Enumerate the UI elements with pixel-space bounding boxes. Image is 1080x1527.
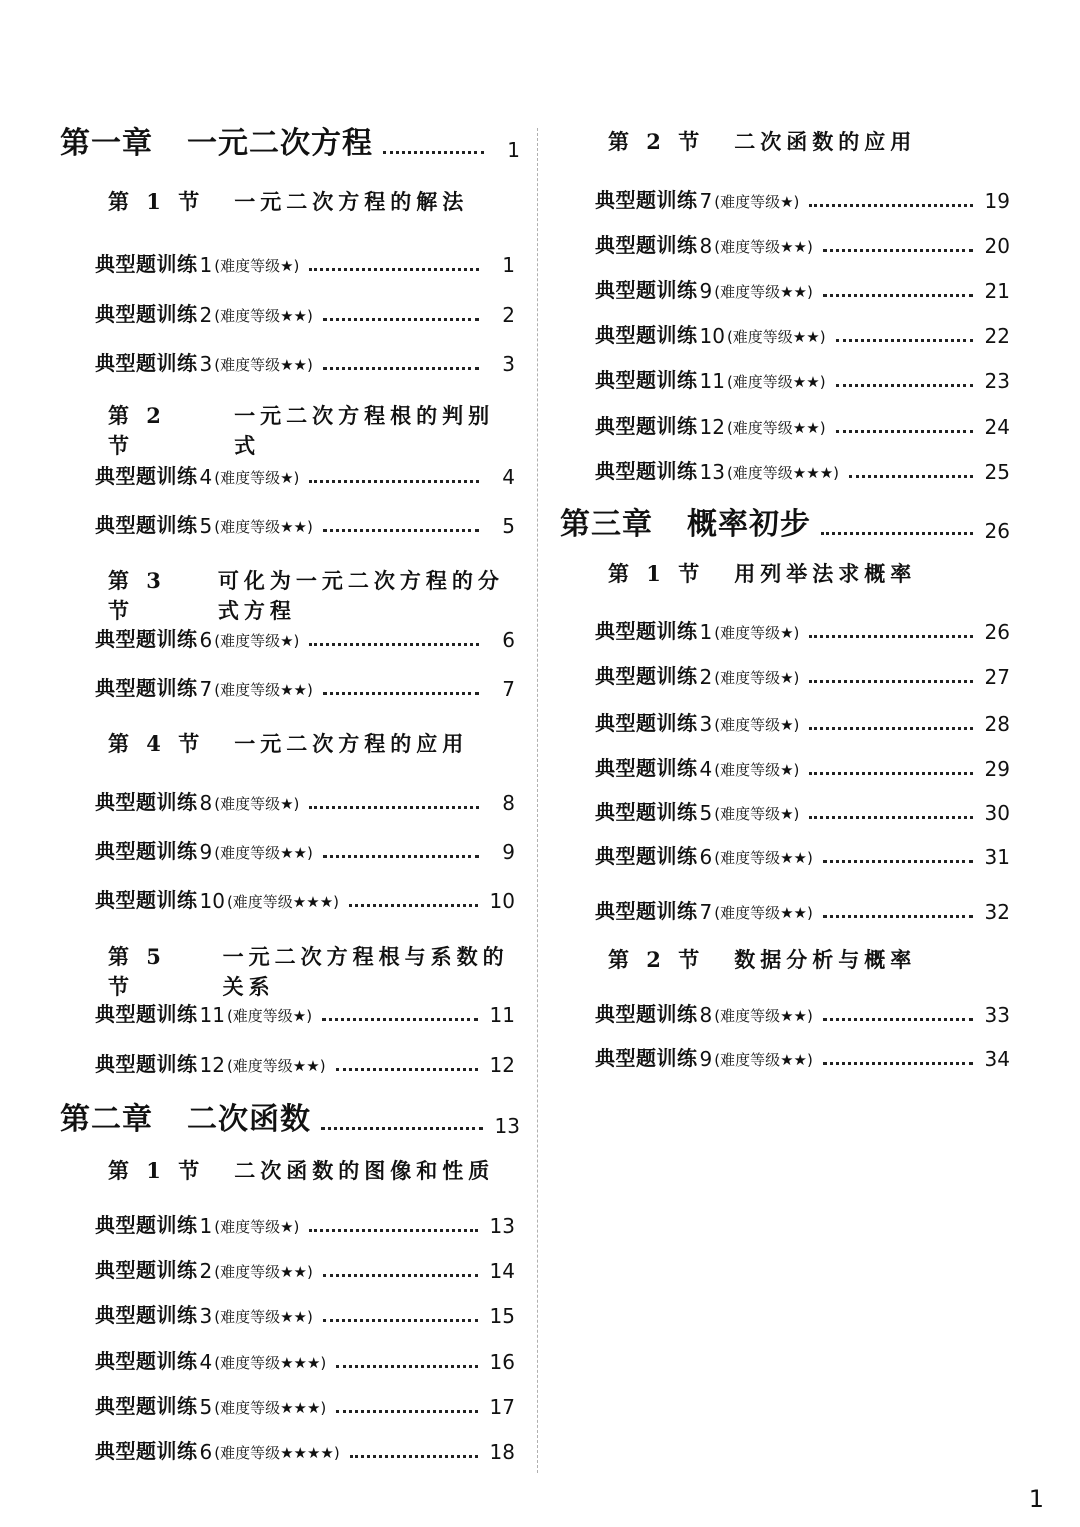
dot-leader bbox=[809, 772, 972, 775]
difficulty-label: (难度等级★) bbox=[214, 795, 300, 813]
toc-entry bbox=[95, 623, 515, 652]
section-title: 一元二次方程的应用 bbox=[234, 731, 469, 756]
entry-number: 3 bbox=[699, 712, 713, 736]
entry-label: 典型题训练 bbox=[595, 899, 698, 923]
difficulty-label: (难度等级★★) bbox=[714, 1007, 813, 1025]
page-ref: 32 bbox=[984, 900, 1010, 924]
page-ref: 16 bbox=[489, 1350, 515, 1374]
page-ref: 21 bbox=[984, 279, 1010, 303]
difficulty-label: (难度等级★) bbox=[226, 1007, 313, 1025]
toc-entry bbox=[95, 1390, 515, 1419]
section-number: 第 1 节 bbox=[108, 1158, 205, 1183]
entry-label: 典型题训练 bbox=[95, 252, 198, 276]
toc-entry bbox=[595, 998, 1010, 1027]
section-number: 第 2 节 bbox=[608, 129, 705, 154]
entry-number: 8 bbox=[199, 791, 213, 815]
difficulty-label: (难度等级★) bbox=[714, 669, 800, 687]
entry-label: 典型题训练 bbox=[95, 1303, 198, 1327]
page-ref: 26 bbox=[984, 519, 1010, 543]
dot-leader bbox=[809, 680, 972, 683]
page-ref: 27 bbox=[984, 665, 1010, 689]
dot-leader bbox=[821, 532, 973, 535]
difficulty-label: (难度等级★★) bbox=[714, 283, 813, 301]
toc-entry bbox=[595, 840, 1010, 869]
entry-label: 典型题训练 bbox=[95, 1258, 198, 1282]
entry-number: 9 bbox=[699, 279, 713, 303]
dot-leader bbox=[823, 294, 973, 297]
entry-label: 典型题训练 bbox=[595, 278, 698, 302]
difficulty-label: (难度等级★★) bbox=[226, 1057, 326, 1075]
entry-number: 11 bbox=[199, 1003, 225, 1027]
dot-leader bbox=[323, 529, 479, 532]
section-title: 可化为一元二次方程的分式方程 bbox=[217, 568, 504, 623]
page-ref: 18 bbox=[489, 1440, 515, 1464]
entry-number: 5 bbox=[199, 514, 213, 538]
section-number: 第 1 节 bbox=[608, 561, 705, 586]
section-number: 第 1 节 bbox=[108, 189, 205, 214]
entry-label: 典型题训练 bbox=[95, 888, 198, 912]
difficulty-label: (难度等级★) bbox=[214, 632, 300, 650]
dot-leader bbox=[823, 1062, 973, 1065]
dot-leader bbox=[322, 1018, 477, 1021]
entry-label: 典型题训练 bbox=[95, 464, 198, 488]
dot-leader bbox=[809, 204, 972, 207]
page-ref: 19 bbox=[984, 189, 1010, 213]
difficulty-label: (难度等级★) bbox=[714, 624, 800, 642]
page-ref: 25 bbox=[984, 460, 1010, 484]
difficulty-label: (难度等级★★) bbox=[714, 238, 813, 256]
toc-entry bbox=[595, 184, 1010, 213]
dot-leader bbox=[309, 268, 479, 271]
entry-number: 3 bbox=[199, 1304, 213, 1328]
entry-number: 8 bbox=[699, 1003, 713, 1027]
page-ref: 29 bbox=[984, 757, 1010, 781]
entry-number: 11 bbox=[699, 369, 725, 393]
entry-label: 典型题训练 bbox=[95, 1439, 198, 1463]
page-ref: 10 bbox=[489, 889, 515, 913]
section-title: 一元二次方程的解法 bbox=[234, 189, 469, 214]
entry-number: 1 bbox=[199, 253, 213, 277]
toc-entry bbox=[595, 796, 1010, 825]
page-ref: 1 bbox=[507, 138, 520, 162]
page-ref: 1 bbox=[502, 253, 515, 277]
dot-leader bbox=[323, 855, 479, 858]
chapter-heading bbox=[60, 118, 520, 162]
entry-label: 典型题训练 bbox=[595, 188, 698, 212]
entry-number: 1 bbox=[199, 1214, 213, 1238]
section-heading bbox=[108, 565, 520, 625]
toc-entry bbox=[95, 248, 515, 277]
section-heading bbox=[608, 944, 916, 974]
entry-number: 12 bbox=[199, 1053, 225, 1077]
dot-leader bbox=[350, 1455, 478, 1458]
column-divider bbox=[537, 128, 538, 1473]
entry-label: 典型题训练 bbox=[595, 756, 698, 780]
page-ref: 26 bbox=[984, 620, 1010, 644]
page-ref: 11 bbox=[489, 1003, 515, 1027]
entry-number: 10 bbox=[199, 889, 225, 913]
difficulty-label: (难度等级★★★) bbox=[214, 1399, 327, 1417]
entry-number: 5 bbox=[699, 801, 713, 825]
difficulty-label: (难度等级★★) bbox=[726, 373, 826, 391]
entry-number: 3 bbox=[199, 352, 213, 376]
dot-leader bbox=[823, 860, 973, 863]
entry-number: 6 bbox=[199, 1440, 213, 1464]
toc-entry bbox=[595, 410, 1010, 439]
chapter-heading bbox=[60, 1094, 520, 1138]
section-heading bbox=[608, 126, 916, 156]
toc-entry bbox=[95, 1254, 515, 1283]
section-heading bbox=[108, 1155, 494, 1185]
toc-entry bbox=[595, 455, 1010, 484]
difficulty-label: (难度等级★★★★) bbox=[214, 1444, 340, 1462]
difficulty-label: (难度等级★) bbox=[214, 1218, 300, 1236]
dot-leader bbox=[823, 915, 973, 918]
page-ref: 33 bbox=[984, 1003, 1010, 1027]
toc-entry bbox=[95, 1435, 515, 1464]
section-title: 二次函数的图像和性质 bbox=[234, 1158, 495, 1183]
difficulty-label: (难度等级★) bbox=[714, 805, 800, 823]
page-ref: 28 bbox=[984, 712, 1010, 736]
entry-number: 4 bbox=[199, 465, 213, 489]
dot-leader bbox=[336, 1410, 477, 1413]
toc-entry bbox=[595, 274, 1010, 303]
section-title: 数据分析与概率 bbox=[734, 947, 917, 972]
entry-label: 典型题训练 bbox=[595, 414, 698, 438]
toc-entry bbox=[95, 298, 515, 327]
toc-entry bbox=[595, 319, 1010, 348]
difficulty-label: (难度等级★★) bbox=[214, 1263, 313, 1281]
section-heading bbox=[108, 186, 468, 216]
entry-label: 典型题训练 bbox=[595, 664, 698, 688]
dot-leader bbox=[349, 904, 478, 907]
page-ref: 13 bbox=[489, 1214, 515, 1238]
page-ref: 15 bbox=[489, 1304, 515, 1328]
dot-leader bbox=[809, 816, 972, 819]
section-number: 第 2 节 bbox=[608, 947, 705, 972]
toc-entry bbox=[595, 615, 1010, 644]
dot-leader bbox=[323, 367, 479, 370]
chapter-number: 第一章 bbox=[60, 126, 153, 161]
difficulty-label: (难度等级★★) bbox=[726, 328, 826, 346]
toc-entry bbox=[595, 1042, 1010, 1071]
section-title: 一元二次方程根与系数的关系 bbox=[222, 944, 509, 999]
toc-entry bbox=[595, 895, 1010, 924]
difficulty-label: (难度等级★★) bbox=[214, 844, 313, 862]
toc-entry bbox=[95, 1209, 515, 1238]
toc-entry bbox=[595, 752, 1010, 781]
entry-number: 10 bbox=[699, 324, 725, 348]
toc-entry bbox=[595, 707, 1010, 736]
dot-leader bbox=[309, 643, 479, 646]
dot-leader bbox=[836, 339, 973, 342]
entry-label: 典型题训练 bbox=[595, 711, 698, 735]
entry-number: 4 bbox=[199, 1350, 213, 1374]
toc-entry bbox=[95, 1048, 515, 1077]
difficulty-label: (难度等级★) bbox=[714, 716, 800, 734]
entry-label: 典型题训练 bbox=[95, 839, 198, 863]
dot-leader bbox=[809, 727, 972, 730]
dot-leader bbox=[323, 692, 479, 695]
entry-label: 典型题训练 bbox=[95, 676, 198, 700]
chapter-heading bbox=[560, 499, 1010, 543]
dot-leader bbox=[849, 475, 973, 478]
difficulty-label: (难度等级★★) bbox=[214, 518, 313, 536]
difficulty-label: (难度等级★★) bbox=[714, 904, 813, 922]
section-title: 二次函数的应用 bbox=[734, 129, 917, 154]
entry-label: 典型题训练 bbox=[595, 800, 698, 824]
toc-entry bbox=[95, 460, 515, 489]
chapter-title: 概率初步 bbox=[687, 507, 811, 542]
dot-leader bbox=[836, 384, 973, 387]
entry-number: 2 bbox=[199, 1259, 213, 1283]
difficulty-label: (难度等级★) bbox=[714, 193, 800, 211]
dot-leader bbox=[323, 1274, 478, 1277]
entry-label: 典型题训练 bbox=[595, 323, 698, 347]
section-heading bbox=[108, 728, 468, 758]
page-ref: 6 bbox=[502, 628, 515, 652]
entry-number: 8 bbox=[699, 234, 713, 258]
dot-leader bbox=[809, 635, 972, 638]
difficulty-label: (难度等级★★) bbox=[214, 681, 313, 699]
entry-number: 6 bbox=[199, 628, 213, 652]
section-number: 第 5 节 bbox=[108, 944, 166, 999]
difficulty-label: (难度等级★★★) bbox=[226, 893, 339, 911]
dot-leader bbox=[321, 1127, 483, 1130]
page-ref: 34 bbox=[984, 1047, 1010, 1071]
dot-leader bbox=[336, 1365, 477, 1368]
dot-leader bbox=[836, 430, 973, 433]
toc-entry bbox=[595, 364, 1010, 393]
dot-leader bbox=[336, 1068, 478, 1071]
toc-entry bbox=[95, 1299, 515, 1328]
section-heading bbox=[108, 941, 520, 1001]
entry-label: 典型题训练 bbox=[95, 790, 198, 814]
entry-number: 4 bbox=[699, 757, 713, 781]
page-ref: 12 bbox=[489, 1053, 515, 1077]
dot-leader bbox=[323, 1319, 478, 1322]
difficulty-label: (难度等级★) bbox=[214, 469, 300, 487]
entry-label: 典型题训练 bbox=[95, 1213, 198, 1237]
difficulty-label: (难度等级★★) bbox=[726, 419, 826, 437]
entry-number: 9 bbox=[199, 840, 213, 864]
toc-entry bbox=[95, 509, 515, 538]
page-ref: 8 bbox=[502, 791, 515, 815]
dot-leader bbox=[383, 151, 484, 154]
entry-number: 2 bbox=[199, 303, 213, 327]
entry-label: 典型题训练 bbox=[595, 368, 698, 392]
page-ref: 3 bbox=[502, 352, 515, 376]
entry-label: 典型题训练 bbox=[595, 619, 698, 643]
section-title: 用列举法求概率 bbox=[734, 561, 917, 586]
entry-label: 典型题训练 bbox=[95, 351, 198, 375]
chapter-title: 二次函数 bbox=[187, 1102, 311, 1137]
page-ref: 24 bbox=[984, 415, 1010, 439]
difficulty-label: (难度等级★) bbox=[214, 257, 300, 275]
page-ref: 9 bbox=[502, 840, 515, 864]
page-ref: 20 bbox=[984, 234, 1010, 258]
page-ref: 2 bbox=[502, 303, 515, 327]
toc-entry bbox=[95, 835, 515, 864]
page-ref: 13 bbox=[494, 1114, 520, 1138]
entry-number: 12 bbox=[699, 415, 725, 439]
entry-label: 典型题训练 bbox=[595, 844, 698, 868]
entry-number: 7 bbox=[699, 900, 713, 924]
section-number: 第 2 节 bbox=[108, 403, 166, 458]
section-heading bbox=[608, 558, 916, 588]
difficulty-label: (难度等级★★★) bbox=[214, 1354, 327, 1372]
page-ref: 30 bbox=[984, 801, 1010, 825]
toc-entry bbox=[95, 347, 515, 376]
chapter-number: 第二章 bbox=[60, 1102, 153, 1137]
entry-label: 典型题训练 bbox=[95, 1002, 198, 1026]
dot-leader bbox=[323, 318, 479, 321]
page-ref: 23 bbox=[984, 369, 1010, 393]
page-ref: 5 bbox=[502, 514, 515, 538]
page-ref: 22 bbox=[984, 324, 1010, 348]
page-ref: 7 bbox=[502, 677, 515, 701]
toc-entry bbox=[95, 998, 515, 1027]
page-ref: 4 bbox=[502, 465, 515, 489]
entry-label: 典型题训练 bbox=[595, 233, 698, 257]
entry-number: 6 bbox=[699, 845, 713, 869]
entry-label: 典型题训练 bbox=[95, 1349, 198, 1373]
dot-leader bbox=[309, 1229, 477, 1232]
section-heading bbox=[108, 400, 520, 460]
section-title: 一元二次方程根的判别式 bbox=[234, 403, 495, 458]
toc-entry bbox=[95, 786, 515, 815]
dot-leader bbox=[309, 480, 479, 483]
page-ref: 31 bbox=[984, 845, 1010, 869]
page-number: 1 bbox=[1028, 1485, 1044, 1513]
entry-label: 典型题训练 bbox=[595, 459, 698, 483]
entry-number: 7 bbox=[699, 189, 713, 213]
difficulty-label: (难度等级★★) bbox=[214, 356, 313, 374]
section-number: 第 4 节 bbox=[108, 731, 205, 756]
toc-entry bbox=[95, 672, 515, 701]
entry-number: 1 bbox=[699, 620, 713, 644]
difficulty-label: (难度等级★) bbox=[714, 761, 800, 779]
entry-label: 典型题训练 bbox=[95, 302, 198, 326]
entry-number: 9 bbox=[699, 1047, 713, 1071]
dot-leader bbox=[823, 1018, 973, 1021]
page-ref: 14 bbox=[489, 1259, 515, 1283]
entry-number: 2 bbox=[699, 665, 713, 689]
chapter-number: 第三章 bbox=[560, 507, 653, 542]
entry-label: 典型题训练 bbox=[95, 627, 198, 651]
chapter-title: 一元二次方程 bbox=[187, 126, 373, 161]
section-number: 第 3 节 bbox=[108, 568, 166, 623]
toc-entry bbox=[95, 884, 515, 913]
entry-label: 典型题训练 bbox=[95, 1052, 198, 1076]
entry-number: 5 bbox=[199, 1395, 213, 1419]
difficulty-label: (难度等级★★) bbox=[714, 1051, 813, 1069]
page-ref: 17 bbox=[489, 1395, 515, 1419]
difficulty-label: (难度等级★★) bbox=[214, 307, 313, 325]
entry-label: 典型题训练 bbox=[95, 1394, 198, 1418]
difficulty-label: (难度等级★★★) bbox=[726, 464, 839, 482]
toc-entry bbox=[95, 1345, 515, 1374]
toc-entry bbox=[595, 229, 1010, 258]
entry-number: 13 bbox=[699, 460, 725, 484]
entry-label: 典型题训练 bbox=[595, 1002, 698, 1026]
dot-leader bbox=[309, 806, 479, 809]
difficulty-label: (难度等级★★) bbox=[714, 849, 813, 867]
entry-label: 典型题训练 bbox=[595, 1046, 698, 1070]
dot-leader bbox=[823, 249, 973, 252]
entry-number: 7 bbox=[199, 677, 213, 701]
toc-entry bbox=[595, 660, 1010, 689]
entry-label: 典型题训练 bbox=[95, 513, 198, 537]
difficulty-label: (难度等级★★) bbox=[214, 1308, 313, 1326]
